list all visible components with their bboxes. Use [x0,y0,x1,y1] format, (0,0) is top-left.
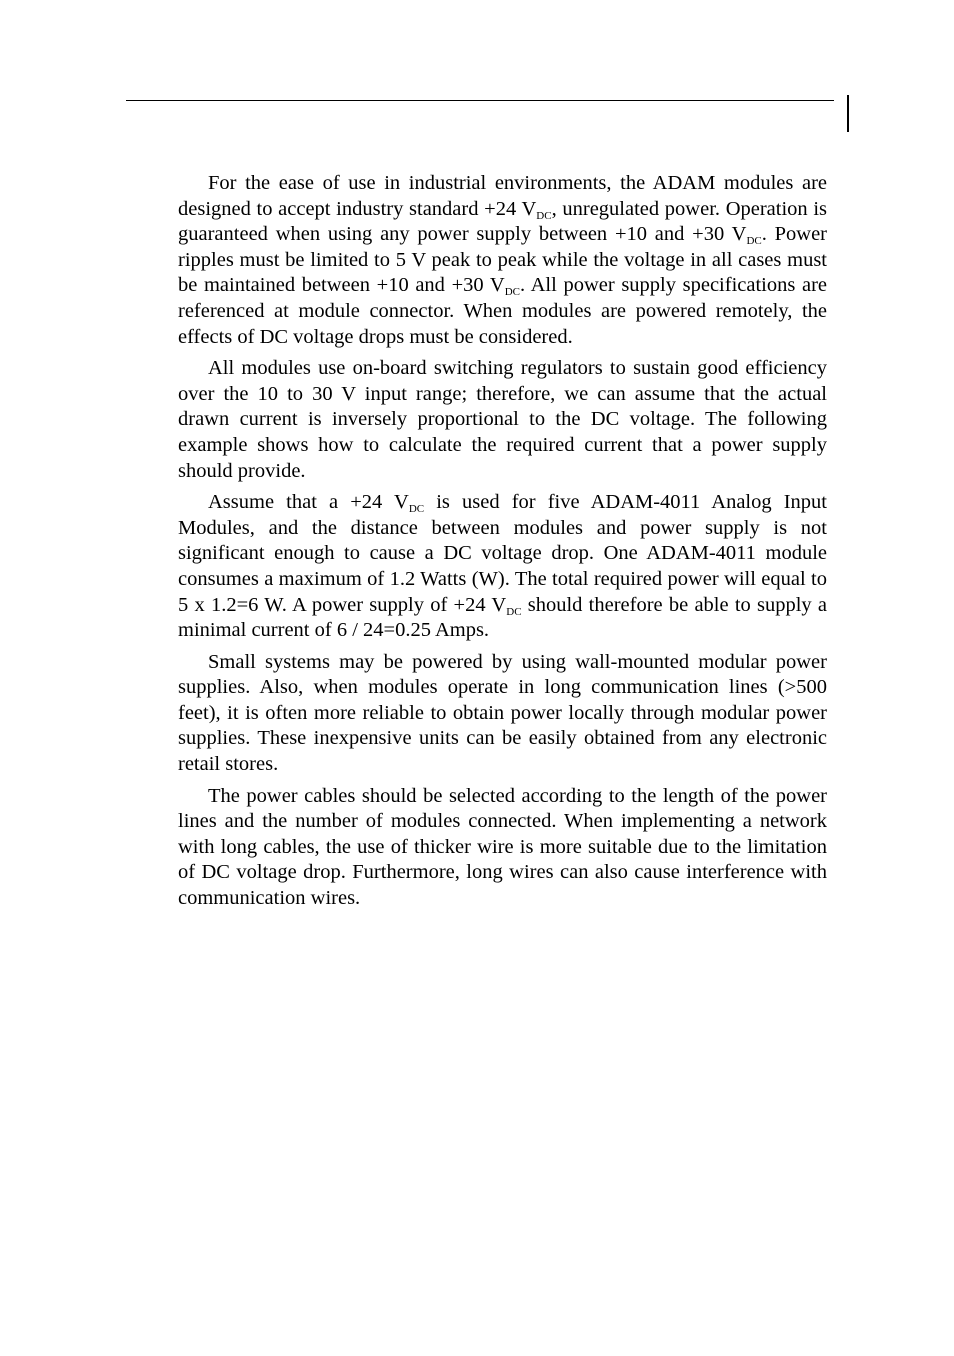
subscript: DC [506,605,522,618]
subscript: DC [408,503,425,516]
text-run: Small systems may be powered by using wall-mounted modular power supplies. Also, when modules operate in long communication lines (>500 feet), it is often more reliable to obtain power locally through modular power supplies. These inexpensive units can be easily obtained from any electronic retail stores. [178,650,827,776]
subscript: DC [504,286,520,299]
paragraph-power-requirements [178,171,827,350]
text-run: Assume that a +24 V [208,491,409,514]
subscript: DC [746,235,762,248]
body-text [178,171,827,918]
text-run: For the ease of use in industrial environments, the ADAM modules are designed to accept industry standard +24 V [178,172,827,220]
text-run: The power cables should be selected according to the length of the power lines and the number of modules connected. When implementing a network with long cables, the use of thicker wire is more suitable due to the limitation of DC voltage drop. Furthermore, long wires can also cause interference with communication wires. [178,784,827,910]
text-run: should therefore be able to supply a minimal current of 6 / 24=0.25 Amps. [178,593,827,642]
paragraph-small-systems [178,650,827,778]
subscript: DC [536,209,552,222]
text-run: . All power supply specifications are referenced at module connector. When modules are powered remotely, the effects of DC voltage drops must be considered. [178,274,827,348]
text-run: All modules use on-board switching regulators to sustain good efficiency over the 10 to 30 V input range; therefore, we can assume that the actual drawn current is inversely proportional to the DC voltage. The following example shows how to calculate the required current that a power supply should provide. [178,357,827,482]
paragraph-power-cables [178,784,827,912]
text-run: . Power ripples must be limited to 5 V peak to peak while the voltage in all cases must be maintained between +10 and +30 V [178,223,827,297]
paragraph-switching-regulators [178,356,827,484]
margin-bar [847,95,849,132]
text-run: , unregulated power. Operation is guaranteed when using any power supply between +10 and +30 V [178,197,827,246]
text-run: is used for five ADAM-4011 Analog Input Modules, and the distance between modules and power supply is not significant enough to cause a DC voltage drop. One ADAM-4011 module consumes a maximum of 1.2 Watts (W). The total required power will equal to 5 x 1.2=6 W. A power supply of +24 V [178,491,828,616]
header-rule [126,100,834,101]
paragraph-example-calculation [178,490,827,644]
